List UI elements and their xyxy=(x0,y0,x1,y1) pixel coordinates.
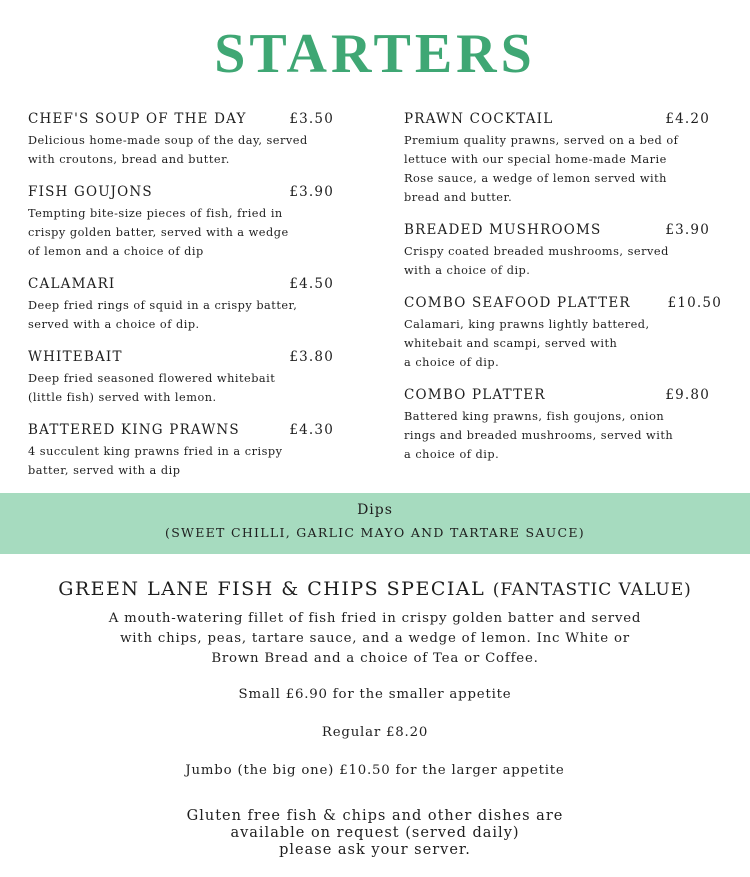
item-name: CHEF'S SOUP OF THE DAY xyxy=(28,111,247,127)
special-section xyxy=(0,576,750,859)
special-title: GREEN LANE FISH & CHIPS SPECIAL xyxy=(58,578,486,600)
item-description xyxy=(404,131,724,207)
item-name: FISH GOUJONS xyxy=(28,184,153,200)
desc-line: Deep fried seasoned flowered whitebait xyxy=(28,372,276,385)
item-description xyxy=(28,131,338,169)
desc-line: lettuce with our special home-made Marie xyxy=(404,153,667,166)
desc-line: Tempting bite-size pieces of fish, fried in xyxy=(28,207,283,220)
desc-line: Brown Bread and a choice of Tea or Coffee. xyxy=(211,651,539,666)
item-description xyxy=(28,204,338,261)
item-description xyxy=(28,296,338,334)
note-line: Gluten free fish & chips and other dishes are xyxy=(186,808,564,824)
menu-item xyxy=(28,275,338,334)
item-name: COMBO SEAFOOD PLATTER xyxy=(404,295,631,311)
menu-item xyxy=(404,386,724,464)
item-description xyxy=(28,369,338,407)
dips-subtitle: (SWEET CHILLI, GARLIC MAYO AND TARTARE SAUCE) xyxy=(165,525,585,540)
desc-line: whitebait and scampi, served with xyxy=(404,337,618,350)
dips-title: Dips xyxy=(357,502,393,518)
menu-item xyxy=(28,348,338,407)
item-description xyxy=(404,242,724,280)
menu-item xyxy=(28,110,338,169)
item-price: £3.90 xyxy=(289,184,334,200)
desc-line: (little fish) served with lemon. xyxy=(28,391,217,404)
item-price: £4.30 xyxy=(289,422,334,438)
special-description xyxy=(65,609,685,669)
item-price: £3.80 xyxy=(289,349,334,365)
item-price: £4.20 xyxy=(665,111,710,127)
desc-line: of lemon and a choice of dip xyxy=(28,245,204,258)
desc-line: bread and butter. xyxy=(404,191,513,204)
desc-line: batter, served with a dip xyxy=(28,464,181,477)
desc-line: Crispy coated breaded mushrooms, served xyxy=(404,245,669,258)
desc-line: a choice of dip. xyxy=(404,356,500,369)
item-name: WHITEBAIT xyxy=(28,349,123,365)
menu-item xyxy=(404,294,724,372)
size-regular: Regular £8.20 xyxy=(321,725,429,740)
special-heading xyxy=(0,576,750,603)
desc-line: rings and breaded mushrooms, served with xyxy=(404,429,674,442)
gluten-free-note xyxy=(0,808,750,859)
desc-line: Battered king prawns, fish goujons, onion xyxy=(404,410,665,423)
desc-line: Calamari, king prawns lightly battered, xyxy=(404,318,650,331)
size-small: Small £6.90 for the smaller appetite xyxy=(238,687,512,702)
dips-banner xyxy=(0,493,750,554)
item-price: £4.50 xyxy=(289,276,334,292)
desc-line: crispy golden batter, served with a wedge xyxy=(28,226,289,239)
desc-line: Premium quality prawns, served on a bed of xyxy=(404,134,679,147)
special-tag: (FANTASTIC VALUE) xyxy=(492,580,692,600)
item-name: CALAMARI xyxy=(28,276,116,292)
item-name: BREADED MUSHROOMS xyxy=(404,222,602,238)
size-jumbo: Jumbo (the big one) £10.50 for the larger appetite xyxy=(185,763,565,778)
item-name: PRAWN COCKTAIL xyxy=(404,111,554,127)
menu-item xyxy=(404,221,724,280)
menu-item xyxy=(28,421,338,480)
starters-right-column xyxy=(404,110,724,478)
item-description xyxy=(404,315,724,372)
item-description xyxy=(28,442,338,480)
desc-line: Delicious home-made soup of the day, served xyxy=(28,134,308,147)
item-price: £10.50 xyxy=(667,295,722,311)
note-line: available on request (served daily) xyxy=(230,825,520,841)
note-line: please ask your server. xyxy=(279,842,471,858)
desc-line: with croutons, bread and butter. xyxy=(28,153,230,166)
desc-line: A mouth-watering fillet of fish fried in crispy golden batter and served xyxy=(108,611,642,626)
desc-line: with chips, peas, tartare sauce, and a wedge of lemon. Inc White or xyxy=(120,631,630,646)
menu-item xyxy=(28,183,338,261)
item-price: £9.80 xyxy=(665,387,710,403)
item-description xyxy=(404,407,724,464)
item-price: £3.90 xyxy=(665,222,710,238)
starters-left-column xyxy=(28,110,338,494)
item-name: COMBO PLATTER xyxy=(404,387,546,403)
desc-line: a choice of dip. xyxy=(404,448,500,461)
desc-line: 4 succulent king prawns fried in a crispy xyxy=(28,445,283,458)
menu-item xyxy=(404,110,724,207)
desc-line: served with a choice of dip. xyxy=(28,318,200,331)
desc-line: Deep fried rings of squid in a crispy batter, xyxy=(28,299,298,312)
page-title: STARTERS xyxy=(214,23,536,85)
desc-line: Rose sauce, a wedge of lemon served with xyxy=(404,172,667,185)
item-price: £3.50 xyxy=(289,111,334,127)
item-name: BATTERED KING PRAWNS xyxy=(28,422,240,438)
desc-line: with a choice of dip. xyxy=(404,264,531,277)
